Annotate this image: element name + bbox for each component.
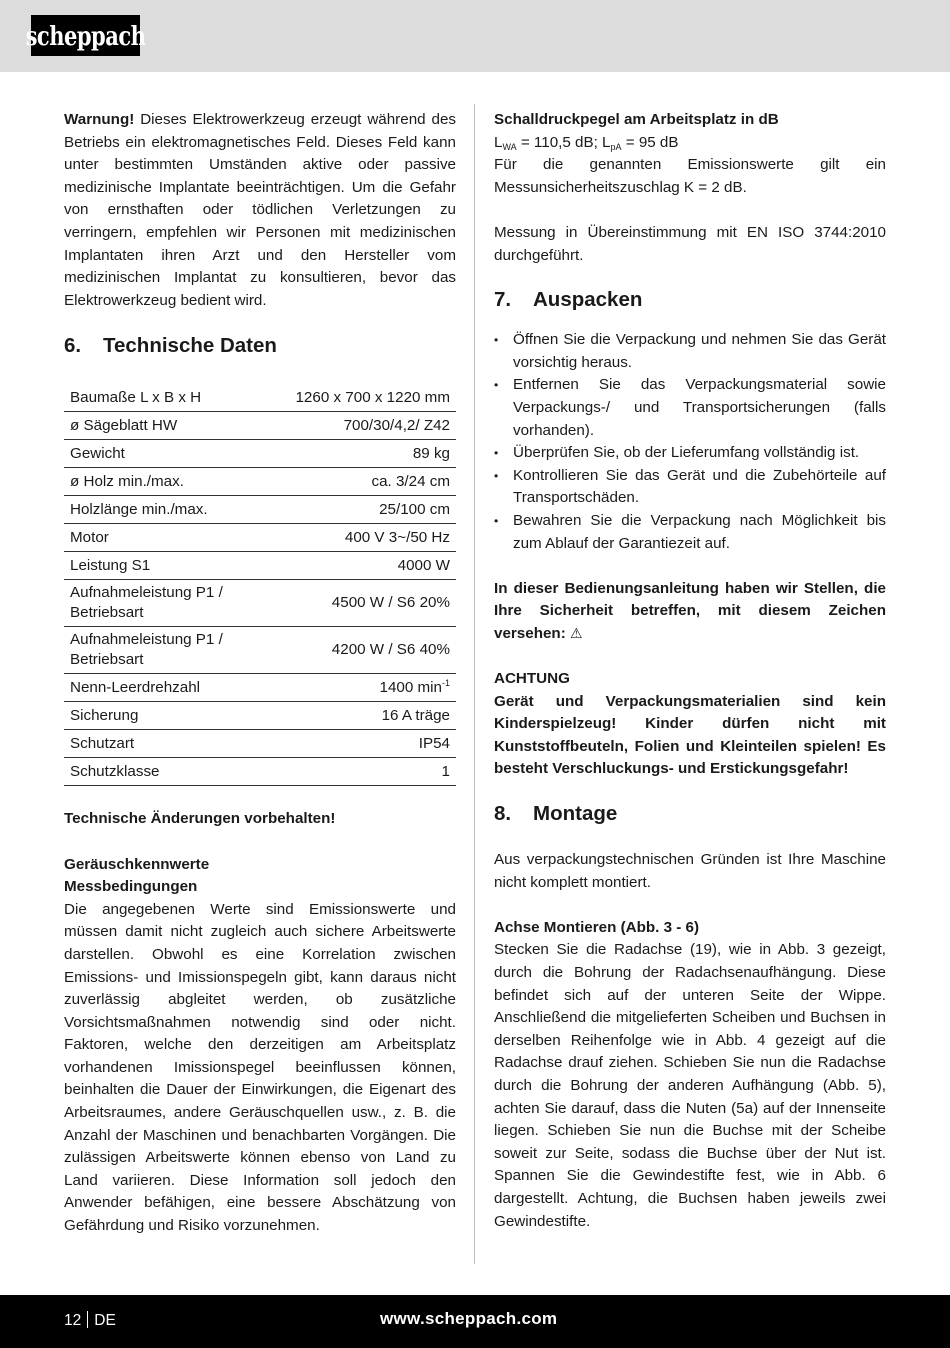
safety-note-text: In dieser Bedienungsanleitung haben wir Stellen, die Ihre Sicherheit betreffen, mit diesem Zeichen versehen: bbox=[494, 579, 886, 642]
technical-data-table bbox=[64, 384, 456, 786]
emf-warning bbox=[64, 109, 456, 312]
section-8-heading bbox=[494, 801, 886, 827]
section-title: Technische Daten bbox=[103, 334, 277, 358]
spec-row bbox=[64, 580, 456, 627]
warning-lead: Warnung! bbox=[64, 111, 135, 128]
column-divider bbox=[474, 104, 475, 1264]
spec-row bbox=[64, 468, 456, 496]
spec-value-text: IP54 bbox=[418, 734, 450, 752]
spec-value bbox=[274, 412, 456, 440]
spec-label: Leistung S1 bbox=[70, 556, 151, 574]
section-number: 6. bbox=[64, 334, 82, 358]
lpa-value: = 95 dB bbox=[621, 133, 679, 151]
lwa-value: = 110,5 dB; bbox=[516, 133, 603, 151]
warning-text: Dieses Elektrowerkzeug erzeugt während des Betriebs ein elektromagnetisches Feld. Dieses Feld kann unter bestimmten Umständen aktive oder passive medizinische Implantate beeinträchtigen. Um die Gefahr von ernsthaften oder tödlichen Verletzungen zu verringern, empfehlen wir Personen mit medizinischen Implantaten ihren Arzt und den Hersteller vom medizinischen Implantat zu konsultieren, bevor das Elektrowerkzeug bedient wird. bbox=[64, 111, 456, 309]
warning-triangle-icon: ⚠ bbox=[569, 625, 583, 642]
sound-values bbox=[494, 132, 886, 155]
spec-row bbox=[64, 412, 456, 440]
logo-text: scheppach bbox=[25, 19, 146, 52]
spec-row bbox=[64, 674, 456, 702]
spec-label: Nenn-Leerdrehzahl bbox=[70, 678, 201, 696]
spec-value-text: 400 V 3~/50 Hz bbox=[344, 528, 450, 546]
section-number: 7. bbox=[494, 288, 512, 312]
spec-label: Baumaße L x B x H bbox=[70, 388, 202, 406]
section-number: 8. bbox=[494, 802, 512, 826]
page-number bbox=[64, 1310, 116, 1333]
spec-label: ø Sägeblatt HW bbox=[70, 416, 178, 434]
scheppach-logo bbox=[25, 15, 146, 56]
section-7-heading bbox=[494, 287, 886, 313]
spec-value bbox=[274, 496, 456, 524]
section-6-heading bbox=[64, 333, 456, 359]
spec-value-text: 4000 W bbox=[397, 556, 450, 574]
spec-value bbox=[274, 524, 456, 552]
spec-row bbox=[64, 496, 456, 524]
measure-heading: Messbedingungen bbox=[64, 878, 198, 896]
list-item: • Entfernen Sie das Verpackungsmaterial sowie Verpackungs-/ und Transportsicherungen (falls vorhanden). bbox=[494, 374, 886, 442]
axle-heading: Achse Montieren (Abb. 3 - 6) bbox=[494, 918, 700, 936]
spec-label: Schutzart bbox=[70, 734, 135, 752]
spec-value-text: 4200 W / S6 40% bbox=[331, 641, 450, 659]
spec-label: Sicherung bbox=[70, 706, 139, 724]
lpa-symbol: L bbox=[602, 133, 611, 151]
spec-value bbox=[274, 440, 456, 468]
list-item: • Kontrollieren Sie das Gerät und die Zubehörteile auf Transportschäden. bbox=[494, 465, 886, 510]
spec-label: Schutzklasse bbox=[70, 762, 160, 780]
spec-value-text: 16 A träge bbox=[381, 706, 450, 724]
spec-row bbox=[64, 627, 456, 674]
spec-value bbox=[274, 580, 456, 627]
spec-value-text: 1 bbox=[441, 762, 450, 780]
spec-row bbox=[64, 730, 456, 758]
left-column bbox=[64, 109, 456, 1238]
achtung-label: ACHTUNG bbox=[494, 670, 570, 688]
spec-label: Holzlänge min./max. bbox=[70, 500, 208, 518]
section-title: Auspacken bbox=[533, 288, 643, 312]
safety-note bbox=[494, 578, 886, 646]
spec-label: Gewicht bbox=[70, 444, 125, 462]
spec-value bbox=[274, 468, 456, 496]
spec-value bbox=[274, 384, 456, 412]
lpa-subscript: pA bbox=[610, 141, 622, 152]
spec-label: Aufnahmeleistung P1 / Betriebsart bbox=[70, 631, 223, 669]
sound-heading: Schalldruckpegel am Arbeitsplatz in dB bbox=[494, 111, 779, 128]
spec-label: ø Holz min./max. bbox=[70, 472, 184, 490]
page-separator bbox=[87, 1311, 88, 1328]
lwa-symbol: L bbox=[494, 133, 503, 151]
spec-label: Aufnahmeleistung P1 / Betriebsart bbox=[70, 584, 223, 622]
page-header bbox=[0, 0, 950, 72]
measurement-note: Messung in Übereinstimmung mit EN ISO 3744:2010 durchgeführt. bbox=[494, 223, 886, 264]
spec-value-text: 1400 min bbox=[379, 678, 442, 696]
list-item: • Überprüfen Sie, ob der Lieferumfang vollständig ist. bbox=[494, 442, 886, 465]
spec-value-text: 4500 W / S6 20% bbox=[331, 594, 450, 612]
list-item: • Bewahren Sie die Verpackung nach Möglichkeit bis zum Ablauf der Garantiezeit auf. bbox=[494, 510, 886, 555]
spec-value-text: 700/30/4,2/ Z42 bbox=[343, 416, 450, 434]
spec-row bbox=[64, 758, 456, 786]
list-item: • Öffnen Sie die Verpackung und nehmen Sie das Gerät vorsichtig heraus. bbox=[494, 329, 886, 374]
spec-row bbox=[64, 384, 456, 412]
spec-value bbox=[274, 627, 456, 674]
axle-text: Stecken Sie die Radachse (19), wie in Abb. 3 gezeigt, durch die Bohrung der Radachsenaufhängung. Diese befindet sich auf der unteren Seite der Wippe. Anschließend die mitgelieferten Scheiben und Buchsen in derselben Reihenfolge wie in Abb. 4 gezeigt auf die Radachse drauf ziehen. Schieben Sie nun die Radachse durch die Bohrung der anderen Aufhängung (Abb. 5), achten Sie darauf, dass die Nuten (5a) auf der Innenseite liegen. Schieben Sie nun die Buchse mit der Scheibe soweit zur Seite, sodass die Buchse über der Nut ist. Spannen Sie die Gewindestifte fest, wie in Abb. 6 dargestellt. Achtung, die Buchsen haben jeweils zwei Gewindestifte. bbox=[494, 941, 886, 1230]
right-column bbox=[494, 109, 886, 1233]
lwa-subscript: WA bbox=[502, 141, 517, 152]
spec-value bbox=[274, 730, 456, 758]
noise-heading: Geräuschkennwerte bbox=[64, 855, 210, 873]
spec-value-text: 25/100 cm bbox=[379, 500, 450, 518]
spec-value-text: 89 kg bbox=[412, 444, 450, 462]
tech-changes-note: Technische Änderungen vorbehalten! bbox=[64, 810, 336, 828]
spec-value-text: ca. 3/24 cm bbox=[371, 472, 450, 490]
section-title: Montage bbox=[533, 802, 618, 826]
montage-intro: Aus verpackungstechnischen Gründen ist Ihre Maschine nicht komplett montiert. bbox=[494, 851, 886, 891]
page-number-value: 12 bbox=[64, 1312, 82, 1329]
website-link[interactable]: www.scheppach.com bbox=[380, 1309, 558, 1328]
spec-row bbox=[64, 524, 456, 552]
spec-value bbox=[274, 758, 456, 786]
spec-value-superscript: -1 bbox=[441, 677, 450, 688]
page-footer bbox=[0, 1295, 950, 1348]
sound-note: Für die genannten Emissionswerte gilt ein Messunsicherheitszuschlag K = 2 dB. bbox=[494, 156, 886, 196]
noise-text: Die angegebenen Werte sind Emissionswerte und müssen damit nicht zugleich auch sichere Arbeitswerte darstellen. Obwohl es eine Korrelation zwischen Emissions- und Imissionspegeln gibt, kann daraus nicht zuverlässig abgleitet werden, ob zusätzliche Vorsichtsmaßnahmen notwendig sind oder nicht. Faktoren, welche den derzeitigen am Arbeitsplatz vorhandenen Imissionspegel beeinflussen können, beinhalten die Dauer der Einwirkungen, die Eigenart des Arbeitsraumes, andere Geräuschquellen usw., z. B. die Anzahl der Maschinen und benachbarten Vorgängen. Die zulässigen Arbeitswerte können ebenso von Land zu Land variieren. Diese Information soll jedoch den Anwender befähigen, eine bessere Abschätzung von Gefährdung und Risiko vorzunehmen. bbox=[64, 900, 456, 1235]
unpack-list bbox=[494, 329, 886, 555]
spec-row bbox=[64, 702, 456, 730]
spec-row bbox=[64, 552, 456, 580]
spec-label: Motor bbox=[70, 528, 109, 546]
spec-value bbox=[274, 674, 456, 702]
spec-value bbox=[274, 552, 456, 580]
spec-value bbox=[274, 702, 456, 730]
spec-row bbox=[64, 440, 456, 468]
achtung-text: Gerät und Verpackungsmaterialien sind kein Kinderspielzeug! Kinder dürfen nicht mit Kunststoffbeuteln, Folien und Kleinteilen spielen! Es besteht Verschluckungs- und Erstickungsgefahr! bbox=[494, 692, 886, 778]
language-code: DE bbox=[94, 1312, 116, 1329]
spec-value-text: 1260 x 700 x 1220 mm bbox=[295, 388, 450, 406]
